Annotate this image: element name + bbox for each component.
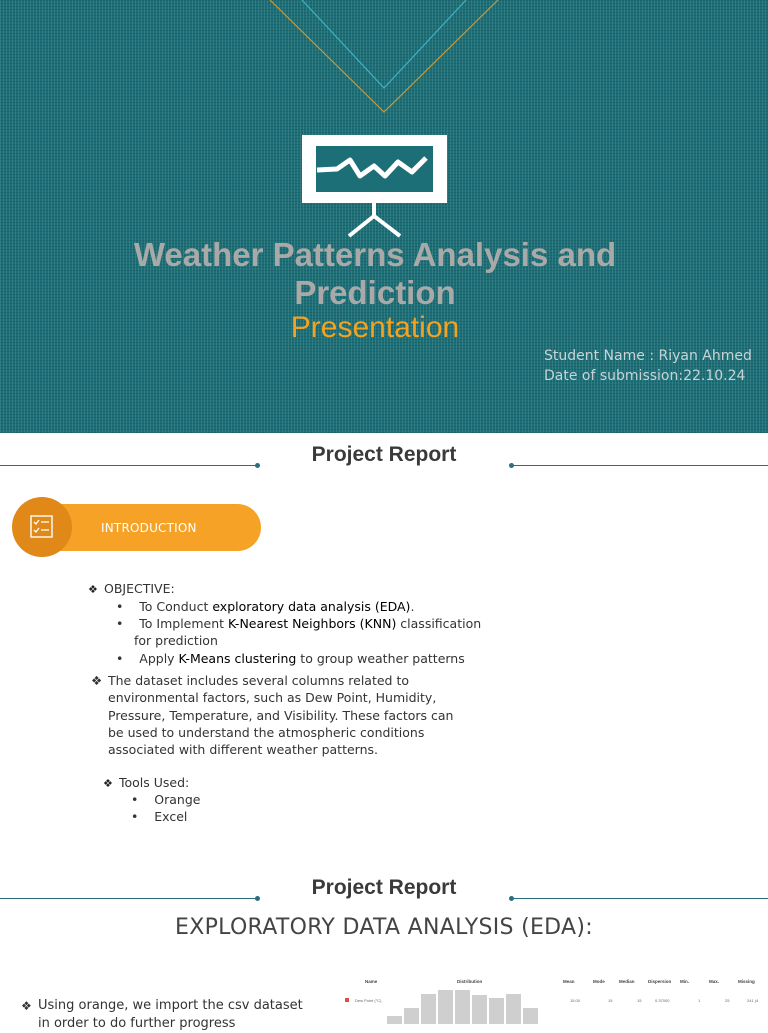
divider-right xyxy=(511,465,768,466)
divider-left-2 xyxy=(0,898,258,899)
table-header: Max. xyxy=(709,979,720,984)
diamond-bullet-icon: ❖ xyxy=(21,999,32,1013)
table-header: Min. xyxy=(680,979,689,984)
histogram-bar xyxy=(506,994,521,1024)
table-header: Missing xyxy=(738,979,755,984)
histogram-bar xyxy=(421,994,436,1024)
histogram-bar xyxy=(523,1008,538,1024)
table-header: Dispersion xyxy=(648,979,672,984)
histogram-bar xyxy=(489,998,504,1024)
table-header: Distribution xyxy=(457,979,483,984)
histogram-bar xyxy=(455,990,470,1024)
table-header: Mean xyxy=(563,979,575,984)
eda-heading: EXPLORATORY DATA ANALYSIS (EDA): xyxy=(175,915,593,940)
table-header: Name xyxy=(365,979,378,984)
table-cell: Dew Point (°C) xyxy=(355,998,382,1003)
report-title: Project Report xyxy=(311,443,457,466)
table-header: Median xyxy=(619,979,635,984)
tool-item-orange: • Orange xyxy=(131,792,201,807)
diamond-bullet-icon: ❖ xyxy=(88,583,98,596)
table-header: Mode xyxy=(593,979,605,984)
tools-heading: ❖ Tools Used: xyxy=(103,775,190,790)
dataset-paragraph: The dataset includes several columns related to environmental factors, such as Dew Point, Humidity, Pressure, Temperature, and Visibility. These factors can be used to understand the atmospheric conditions associated with different weather patterns. xyxy=(108,673,454,758)
cover-slide xyxy=(0,0,768,433)
submission-date: Date of submission:22.10.24 xyxy=(544,368,746,384)
table-cell: 15.00 xyxy=(570,998,581,1003)
eda-paragraph: Using orange, we import the csv dataset in order to do further progress xyxy=(38,998,303,1031)
cover-subtitle: Presentation xyxy=(290,311,460,344)
objective-heading: ❖ OBJECTIVE: xyxy=(88,581,175,596)
histogram-bar xyxy=(472,995,487,1024)
objective-item-kmeans: • Apply K-Means clustering to group weather patterns xyxy=(116,651,465,666)
orange-feature-statistics-table xyxy=(335,974,768,1024)
histogram-bar xyxy=(404,1008,419,1024)
objective-item-eda: • To Conduct exploratory data analysis (EDA). xyxy=(116,599,415,614)
introduction-icon-circle xyxy=(12,497,72,557)
student-name: Student Name : Riyan Ahmed xyxy=(544,348,752,364)
diamond-bullet-icon: ❖ xyxy=(103,777,113,790)
objective-item-knn-cont: for prediction xyxy=(134,633,218,648)
objective-item-knn: • To Implement K-Nearest Neighbors (KNN) classification xyxy=(116,616,482,631)
tool-item-excel: • Excel xyxy=(131,809,188,824)
table-cell: 241 (4 xyxy=(747,998,759,1003)
table-cell: 0.37000 xyxy=(655,998,670,1003)
table-cell: 25 xyxy=(725,998,730,1003)
histogram-bar xyxy=(438,990,453,1024)
report-title-2: Project Report xyxy=(311,876,457,899)
introduction-label: INTRODUCTION xyxy=(101,521,197,535)
histogram-bar xyxy=(387,1016,402,1024)
table-cell: 15 xyxy=(637,998,642,1003)
variable-type-marker xyxy=(345,998,349,1002)
divider-left xyxy=(0,465,258,466)
table-cell: 1 xyxy=(698,998,701,1003)
checklist-icon xyxy=(12,497,72,557)
diamond-bullet-icon: ❖ xyxy=(91,673,103,688)
divider-right-2 xyxy=(511,898,768,899)
table-cell: 15 xyxy=(608,998,613,1003)
cover-title: Weather Patterns Analysis and Prediction xyxy=(133,236,617,311)
